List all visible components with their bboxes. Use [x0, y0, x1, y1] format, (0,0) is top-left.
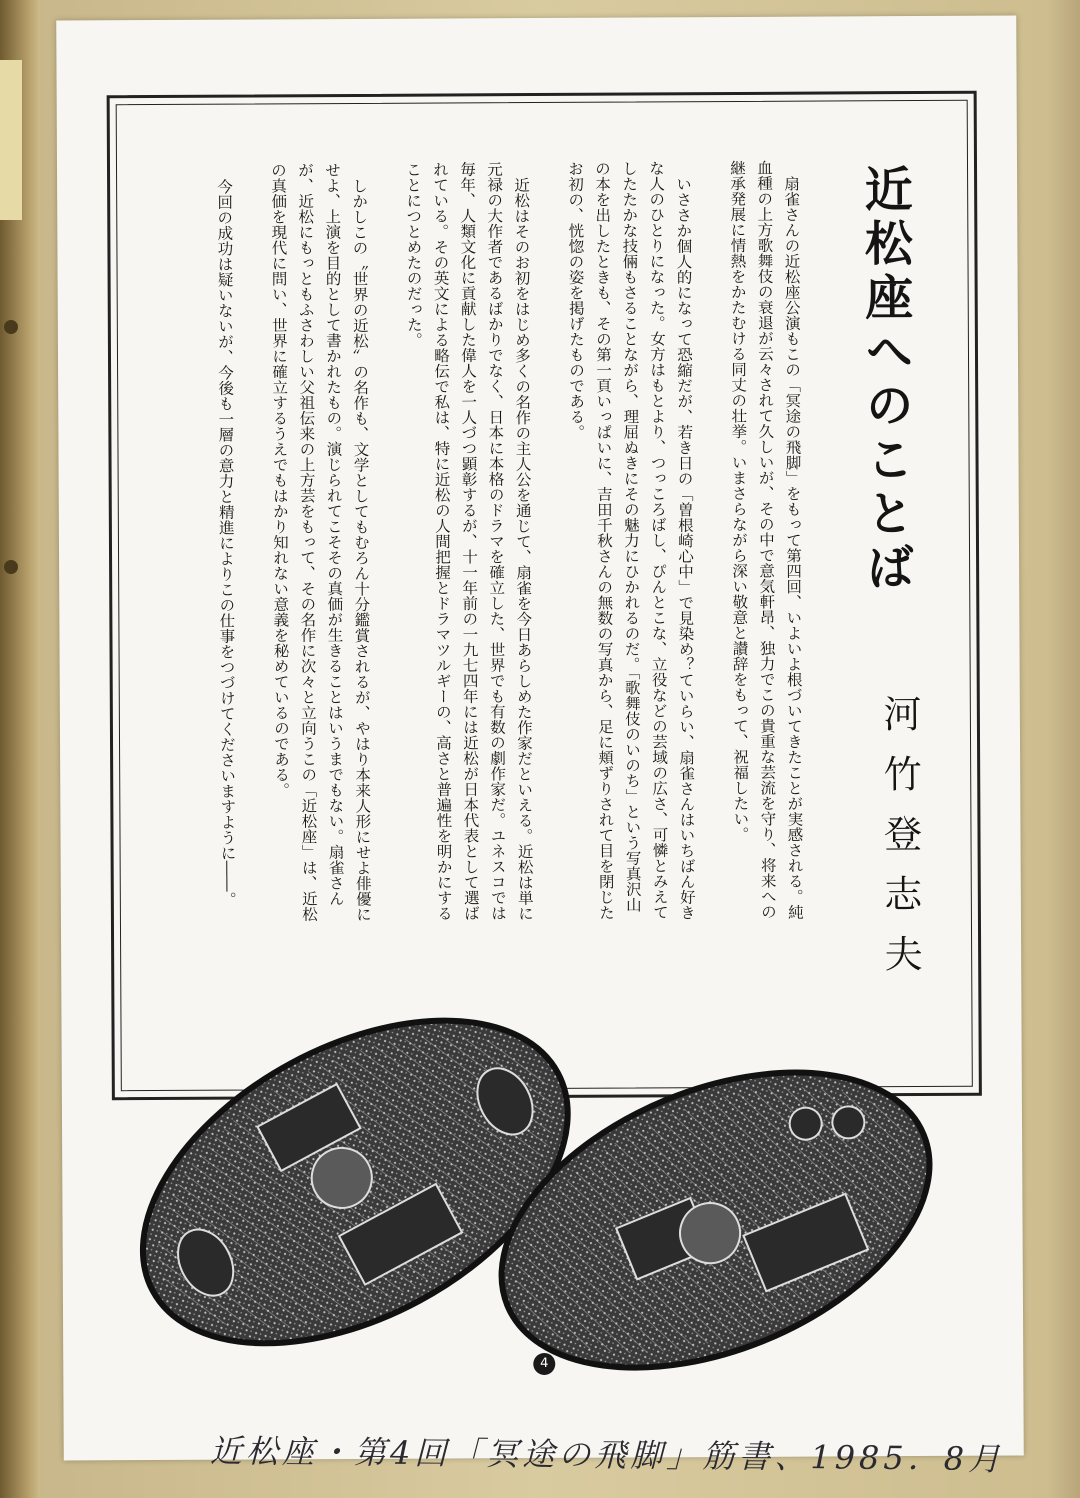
paragraph: しかしこの〝世界の近松〟の名作も、文学としてもむろん十分鑑賞されるが、やはり本来人形にせよ俳優にせよ、上演を目的として書かれたもの。演じられてこそその真価が生きることはいうまでもない。扇雀さんが、近松にもっともふさわしい父祖伝来の上方芸をもって、その名作に次々と立向うこの「近松座」は、近松の真価を現代に問い、世界に確立するうえでもはかり知れない意義を秘めているのである。: [268, 162, 372, 922]
binder-tab: [0, 60, 23, 220]
paragraph: 近松はそのお初をはじめ多くの名作の主人公を通じて、扇雀を今日あらしめた作家だといえる。近松は単に元禄の大作者であるばかりでなく、日本に本格のドラマを確立した、世界でも有数の劇作家だ。ユネスコでは毎年、人類文化に貢献した偉人を一人づつ顕彰するが、十一年前の一九七四年には近松が日本代表として選ばれている。その英文による略伝で私は、特に近松の人間把握とドラマツルギーの、高さと普遍性を明かにすることにつとめたのだった。: [403, 161, 534, 922]
page-number-badge: 4: [533, 1353, 555, 1375]
binder-ring: [4, 320, 18, 334]
article-body: [215, 159, 808, 923]
article-frame: [107, 91, 982, 1101]
handwritten-caption: 近松座・第4回「冥途の飛脚」筋書、1985．8月: [209, 1431, 1005, 1479]
binder-ring: [4, 560, 18, 574]
paragraph: いささか個人的になって恐縮だが、若き日の「曽根崎心中」で見染め？ていらい、扇雀さんはいちばん好きな人のひとりになった。女方はもとより、つっころばし、ぴんとこな、立役などの芸域の広さ、可憐とみえてしたたかな技倆もさることながら、理屈ぬきにその魅力にひかれるのだ。「歌舞伎のいのち」という写真沢山の本を出したときも、その第一頁いっぱいに、吉田千秋さんの無数の写真から、足に頬ずりされて目を閉じたお初の、恍惚の姿を掲げたものである。: [565, 160, 696, 921]
koban-coins-illustration: [114, 964, 986, 1389]
binder-edge: [0, 0, 40, 1498]
paragraph: 今回の成功は疑いないが、今後も一層の意力と精進によりこの仕事をつづけてくださいますように――。: [215, 178, 237, 907]
article-title: 近松座へのことば: [856, 164, 915, 597]
paragraph: 扇雀さんの近松座公演もこの「冥途の飛脚」をもって第四回、いよいよ根づいてきたことが実感される。純血種の上方歌舞伎の衰退が云々されて久しいが、その中で意気軒昂、独力でこの貴重な芸流を守り、将来への継承発展に情熱をかたむける同丈の壮挙。いまさらながら深い敬意と讃辞をもって、祝福したい。: [727, 159, 804, 920]
program-page: [56, 15, 1024, 1460]
article-author: 河竹登志夫: [876, 694, 923, 995]
